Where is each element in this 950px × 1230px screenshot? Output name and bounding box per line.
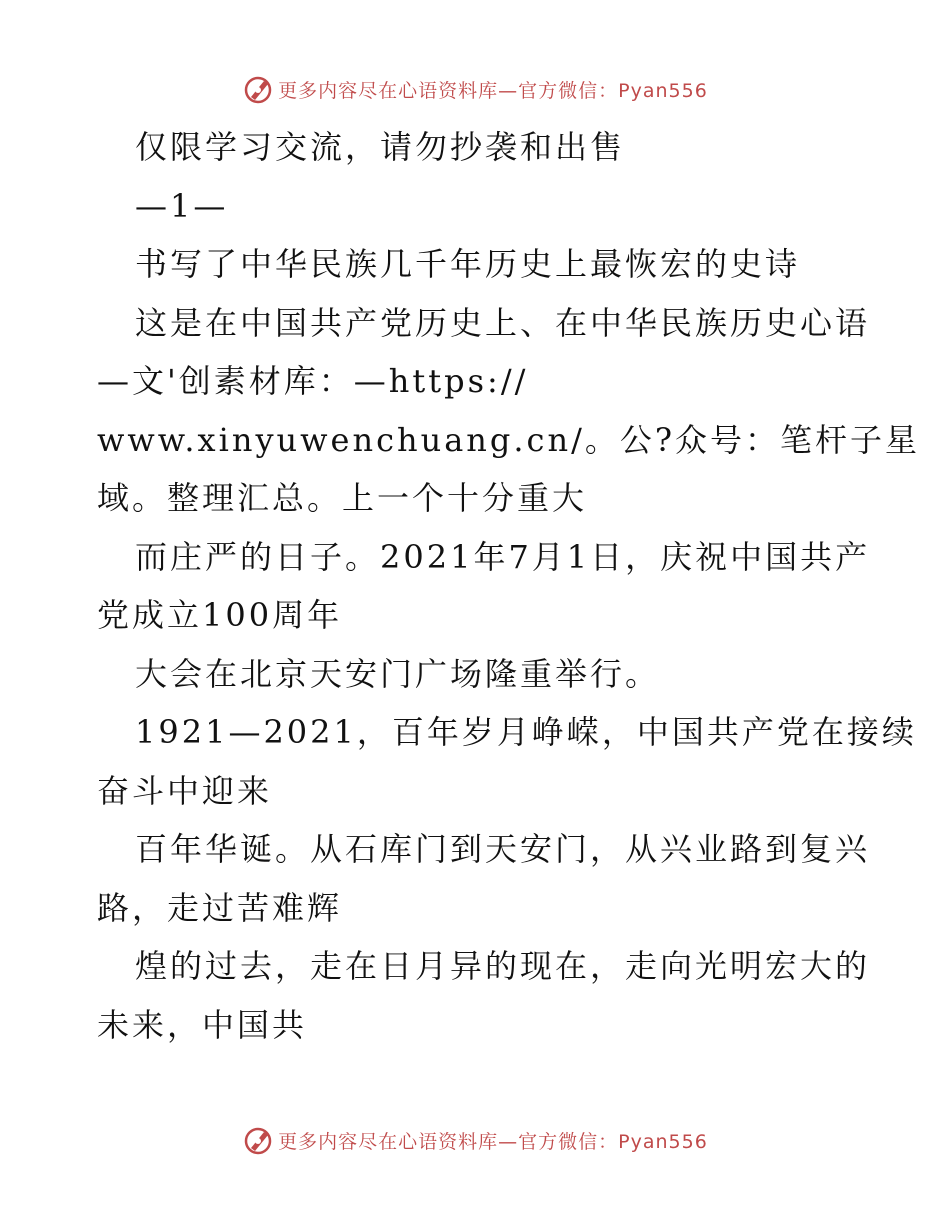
header-separator: — [498, 79, 519, 102]
body-line: 域。整理汇总。上一个十分重大 [97, 479, 588, 517]
pen-circle-logo-icon [242, 1124, 274, 1156]
body-line: 未来，中国共 [97, 1005, 308, 1044]
body-line: —文'创素材库：—https:// [97, 362, 529, 400]
body-line: 书写了中华民族几千年历史上最恢宏的史诗 [135, 245, 801, 283]
body-line: —1— [135, 186, 229, 225]
header-banner [0, 72, 950, 106]
body-line: 煌的过去，走在日月异的现在，走向光明宏大的 [135, 947, 871, 985]
footer-banner-text [278, 1127, 708, 1154]
header-site-text: 更多内容尽在心语资料库 [278, 79, 499, 102]
body-line: 大会在北京天安门广场隆重举行。 [135, 654, 661, 693]
body-line: 奋斗中迎来 [97, 771, 273, 810]
body-line: 仅限学习交流，请勿抄袭和出售 [135, 128, 626, 166]
header-banner-inner [242, 73, 708, 105]
footer-site-text: 更多内容尽在心语资料库 [278, 1130, 499, 1153]
body-line: 百年华诞。从石库门到天安门，从兴业路到复兴 [135, 830, 871, 868]
body-line: 这是在中国共产党历史上、在中华民族历史心语 [135, 303, 871, 342]
body-line: 1921—2021，百年岁月峥嵘，中国共产党在接续 [135, 713, 917, 751]
footer-wechat-text: 官方微信：Pyan556 [518, 1130, 708, 1153]
footer-separator: — [498, 1130, 519, 1153]
header-banner-text [278, 76, 708, 103]
document-body [97, 118, 921, 1054]
pen-circle-logo-icon [242, 73, 274, 105]
body-line: www.xinyuwenchuang.cn/。公?众号：笔杆子星 [97, 420, 921, 459]
body-line: 党成立100周年 [97, 596, 343, 634]
body-line: 路，走过苦难辉 [97, 888, 343, 927]
header-wechat-text: 官方微信：Pyan556 [518, 79, 708, 102]
body-line: 而庄严的日子。2021年7月1日，庆祝中国共产 [135, 537, 871, 576]
footer-banner [0, 1123, 950, 1157]
footer-banner-inner [242, 1124, 708, 1156]
